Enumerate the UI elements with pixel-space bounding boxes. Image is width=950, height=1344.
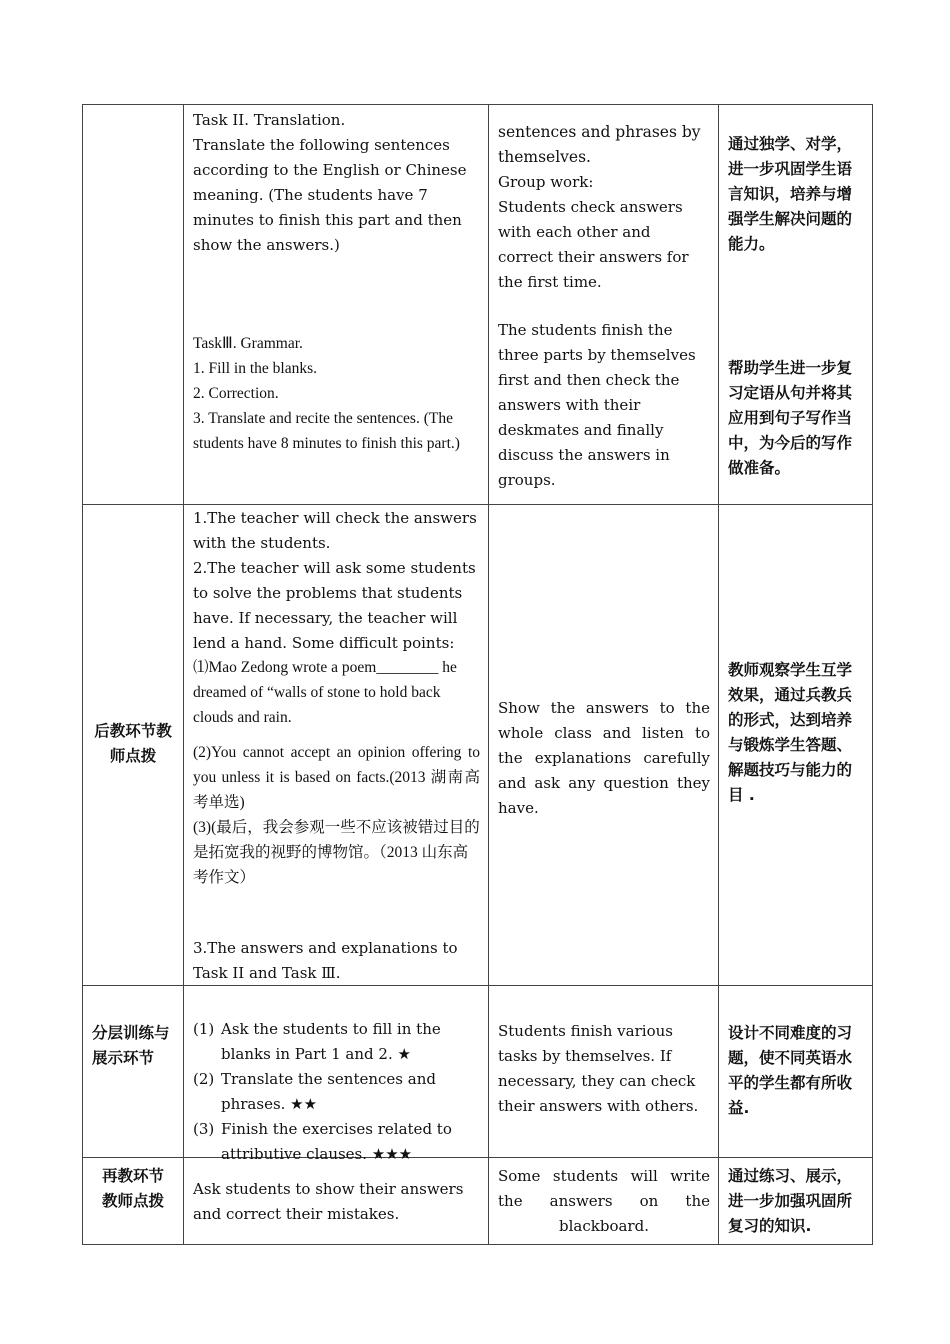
task3-item-1: 1. Fill in the blanks. bbox=[193, 360, 317, 377]
purpose-text-b: 帮助学生进一步复习定语从句并将其应用到句子写作当中，为今后的写作做准备。 bbox=[728, 359, 853, 477]
task2-title: Task II. Translation. bbox=[193, 111, 346, 129]
guidance-item-3: 3.The answers and explanations to Task II and Task Ⅲ. bbox=[193, 939, 458, 982]
list-item: (2) Translate the sentences and phrases. ★★ bbox=[193, 1070, 436, 1113]
table-row-task-practice bbox=[83, 105, 873, 505]
purpose-cell bbox=[719, 1158, 872, 1244]
list-item: (1) Ask the students to fill in the blanks in Part 1 and 2. ★ bbox=[193, 1020, 441, 1063]
table-row-layered-training bbox=[83, 986, 873, 1158]
student-text: Students finish various tasks by themselves. If necessary, they can check their answers with others. bbox=[498, 1022, 699, 1115]
lesson-plan-table bbox=[82, 104, 873, 1245]
student-text-b: Group work: bbox=[498, 173, 594, 191]
task2-description: Translate the following sentences according to the English or Chinese meaning. (The students have 7 minutes to finish this part and then show the answers.) bbox=[193, 136, 467, 254]
list-item: (3) Finish the exercises related to attributive clauses. ★★★ bbox=[193, 1120, 452, 1163]
stage-cell bbox=[83, 505, 183, 985]
stage-cell bbox=[83, 1158, 183, 1244]
stage-label: 分层训练与展示环节 bbox=[92, 1024, 170, 1067]
stage-cell-empty bbox=[83, 105, 183, 504]
student-text: Some students will write the answers on the blackboard. bbox=[498, 1167, 710, 1235]
purpose-text: 教师观察学生互学效果，通过兵教兵的形式，达到培养与锻炼学生答题、解题技巧与能力的目 . bbox=[728, 661, 853, 804]
purpose-cell bbox=[719, 986, 872, 1157]
student-text-c: Students check answers with each other and correct their answers for the first time. bbox=[498, 198, 689, 291]
student-text-d: The students finish the three parts by themselves first and then check the answers with their deskmates and finally discuss the answers in groups. bbox=[498, 321, 696, 489]
purpose-text-a: 通过独学、对学，进一步巩固学生语言知识，培养与增强学生解决问题的能力。 bbox=[728, 135, 853, 253]
purpose-cell bbox=[719, 105, 872, 504]
teacher-text: Ask students to show their answers and correct their mistakes. bbox=[193, 1180, 464, 1223]
purpose-text: 设计不同难度的习题，使不同英语水平的学生都有所收益. bbox=[728, 1024, 853, 1117]
difficult-point-1: ⑴Mao Zedong wrote a poem________ he dreamed of “walls of stone to hold back clouds and rain. bbox=[193, 659, 457, 726]
teacher-activity-cell bbox=[184, 1158, 488, 1244]
table-row-teacher-guidance bbox=[83, 505, 873, 986]
task3-item-3: 3. Translate and recite the sentences. (The students have 8 minutes to finish this part.) bbox=[193, 410, 460, 452]
difficult-point-3: (3)(最后，我会参观一些不应该被错过目的是拓宽我的视野的博物馆。（2013 山东高考作文） bbox=[193, 819, 480, 886]
stage-label: 后教环节教师点拨 bbox=[94, 722, 172, 765]
student-activity-cell bbox=[489, 105, 718, 504]
purpose-cell bbox=[719, 505, 872, 985]
student-text-a: sentences and phrases by themselves. bbox=[498, 123, 701, 166]
guidance-item-2: 2.The teacher will ask some students to solve the problems that students have. If necessary, the teacher will lend a hand. Some difficult points: bbox=[193, 559, 476, 652]
student-activity-cell bbox=[489, 505, 718, 985]
task3-title: TaskⅢ. Grammar. bbox=[193, 335, 303, 352]
table-row-reteaching bbox=[83, 1158, 873, 1245]
stage-label: 再教环节教师点拨 bbox=[101, 1167, 164, 1210]
stage-cell bbox=[83, 986, 183, 1157]
teacher-activity-cell bbox=[184, 986, 488, 1163]
guidance-item-1: 1.The teacher will check the answers with the students. bbox=[193, 509, 477, 552]
teacher-activity-cell bbox=[184, 505, 488, 985]
task3-item-2: 2. Correction. bbox=[193, 385, 279, 402]
student-activity-cell bbox=[489, 986, 718, 1157]
difficult-point-2: (2)You cannot accept an opinion offering to you unless it is based on facts.(2013 湖南高考单选) bbox=[193, 744, 480, 811]
purpose-text: 通过练习、展示，进一步加强巩固所复习的知识. bbox=[728, 1167, 853, 1235]
student-activity-cell bbox=[489, 1158, 718, 1244]
teacher-activity-cell bbox=[184, 105, 488, 504]
student-text: Show the answers to the whole class and listen to the explanations carefully and ask any question they have. bbox=[498, 699, 710, 817]
